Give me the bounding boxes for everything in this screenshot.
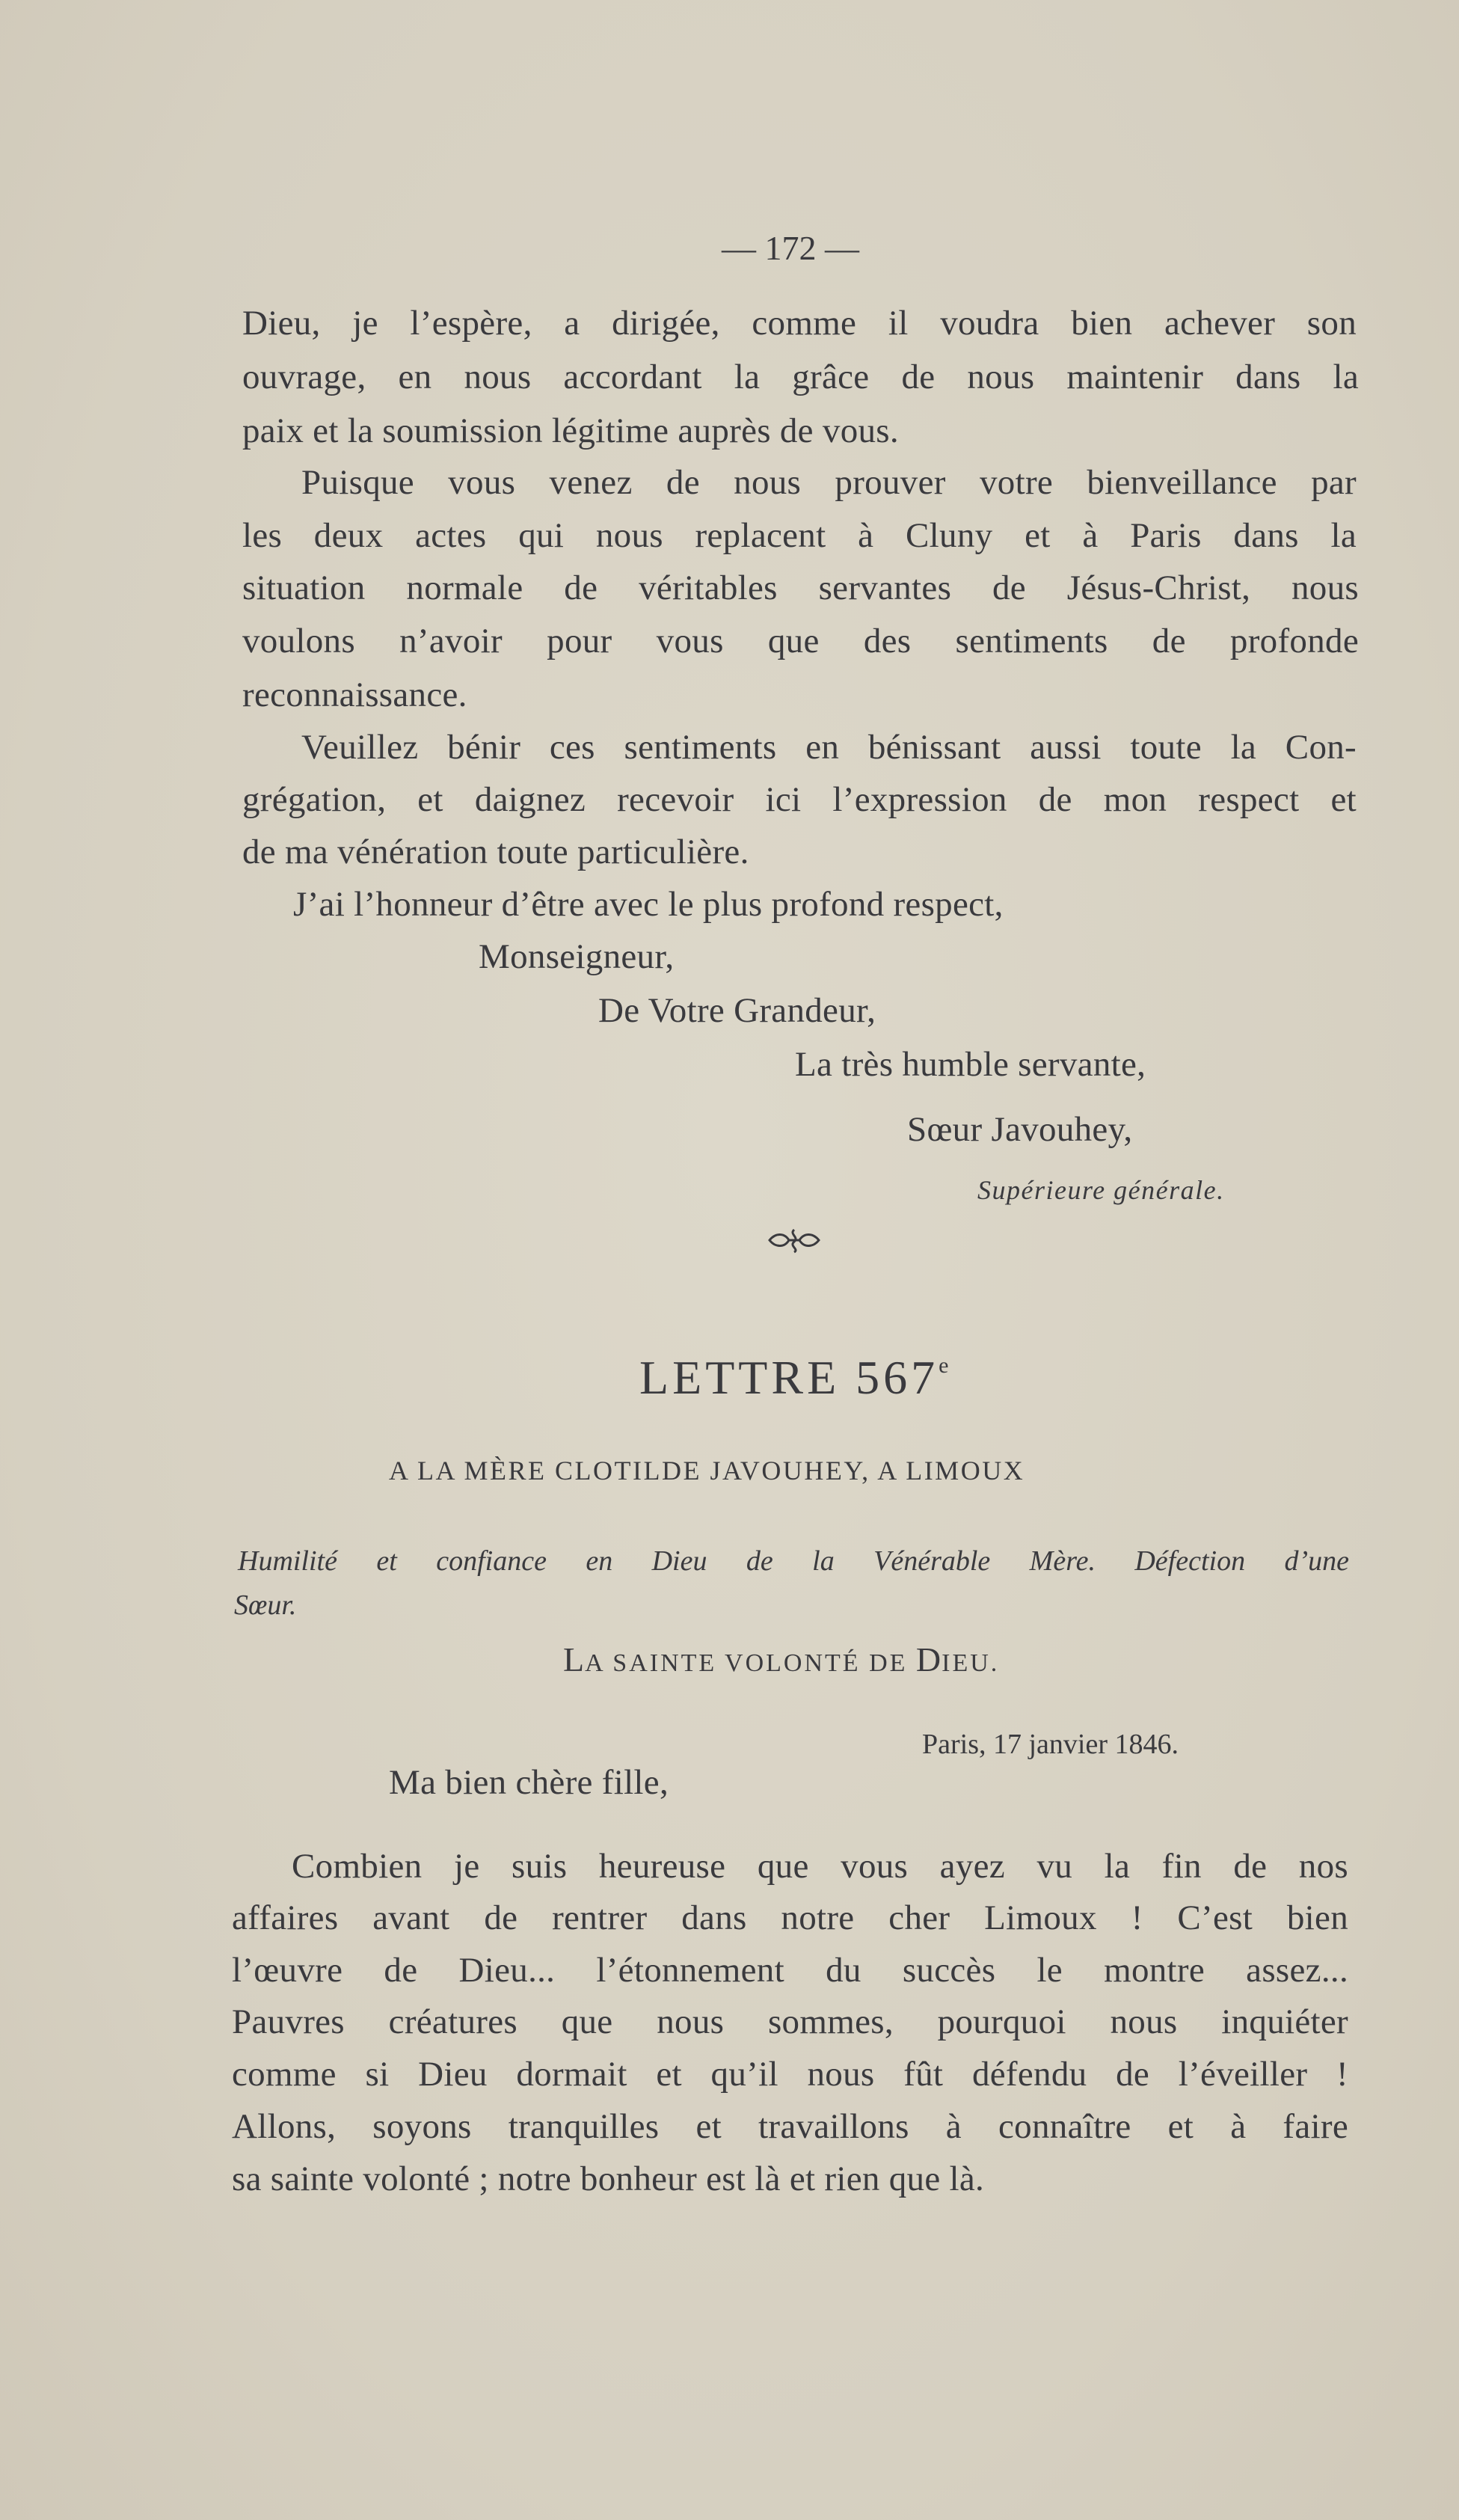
page-number: — 172 —: [722, 229, 859, 267]
letter-summary-line: Sœur.: [234, 1589, 297, 1621]
motto-part: L: [563, 1640, 586, 1679]
closing-servant: La très humble servante,: [795, 1045, 1146, 1084]
motto-part: D: [915, 1640, 942, 1679]
text-line: paix et la soumission légitime auprès de vous.: [242, 411, 899, 450]
text-line: Puisque vous venez de nous prouver votre bienveillance par: [301, 463, 1357, 502]
letter-summary-line: Humilité et confiance en Dieu de la Vénérable Mère. Défection d’une: [238, 1545, 1349, 1577]
text-line: sa sainte volonté ; notre bonheur est là et rien que là.: [232, 2159, 985, 2198]
text-line: reconnaissance.: [242, 675, 467, 714]
closing-salutation: Monseigneur,: [479, 937, 675, 976]
text-line: Dieu, je l’espère, a dirigée, comme il voudra bien achever son: [242, 304, 1357, 343]
text-line: comme si Dieu dormait et qu’il nous fût défendu de l’éveiller !: [232, 2055, 1348, 2094]
letter-motto: [563, 1640, 999, 1679]
text-line: situation normale de véritables servantes de Jésus-Christ, nous: [242, 568, 1359, 607]
letter-greeting: Ma bien chère fille,: [389, 1763, 669, 1802]
text-line: Veuillez bénir ces sentiments en bénissant aussi toute la Con-: [301, 728, 1357, 767]
motto-part: A SAINTE VOLONTÉ DE: [585, 1649, 916, 1677]
text-line: ouvrage, en nous accordant la grâce de nous maintenir dans la: [242, 358, 1359, 396]
letter-title-suffix: e: [939, 1353, 949, 1378]
motto-part: IEU.: [942, 1649, 1000, 1677]
text-line: affaires avant de rentrer dans notre cher Limoux ! C’est bien: [232, 1898, 1348, 1937]
text-line: grégation, et daignez recevoir ici l’expression de mon respect et: [242, 780, 1357, 819]
closing-of-grandeur: De Votre Grandeur,: [598, 991, 876, 1030]
text-line: Pauvres créatures que nous sommes, pourquoi nous inquiéter: [232, 2002, 1348, 2041]
text-line: Allons, soyons tranquilles et travaillons à connaître et à faire: [232, 2107, 1348, 2146]
letter-recipient: A LA MÈRE CLOTILDE JAVOUHEY, A LIMOUX: [389, 1456, 1025, 1486]
text-line: J’ai l’honneur d’être avec le plus profond respect,: [293, 885, 1004, 924]
fleuron-ornament-icon: [768, 1227, 820, 1254]
signature-role: Supérieure générale.: [977, 1175, 1225, 1205]
letter-title-text: LETTRE 567: [639, 1351, 939, 1404]
letter-dateline: Paris, 17 janvier 1846.: [922, 1729, 1179, 1760]
signature: Sœur Javouhey,: [907, 1110, 1133, 1149]
text-line: de ma vénération toute particulière.: [242, 833, 749, 871]
letter-title: [639, 1350, 948, 1405]
text-line: les deux actes qui nous replacent à Cluny et à Paris dans la: [242, 516, 1357, 555]
text-line: l’œuvre de Dieu... l’étonnement du succès le montre assez...: [232, 1951, 1348, 1990]
text-line: Combien je suis heureuse que vous ayez vu la fin de nos: [292, 1847, 1348, 1886]
text-line: voulons n’avoir pour vous que des sentiments de profonde: [242, 622, 1359, 660]
